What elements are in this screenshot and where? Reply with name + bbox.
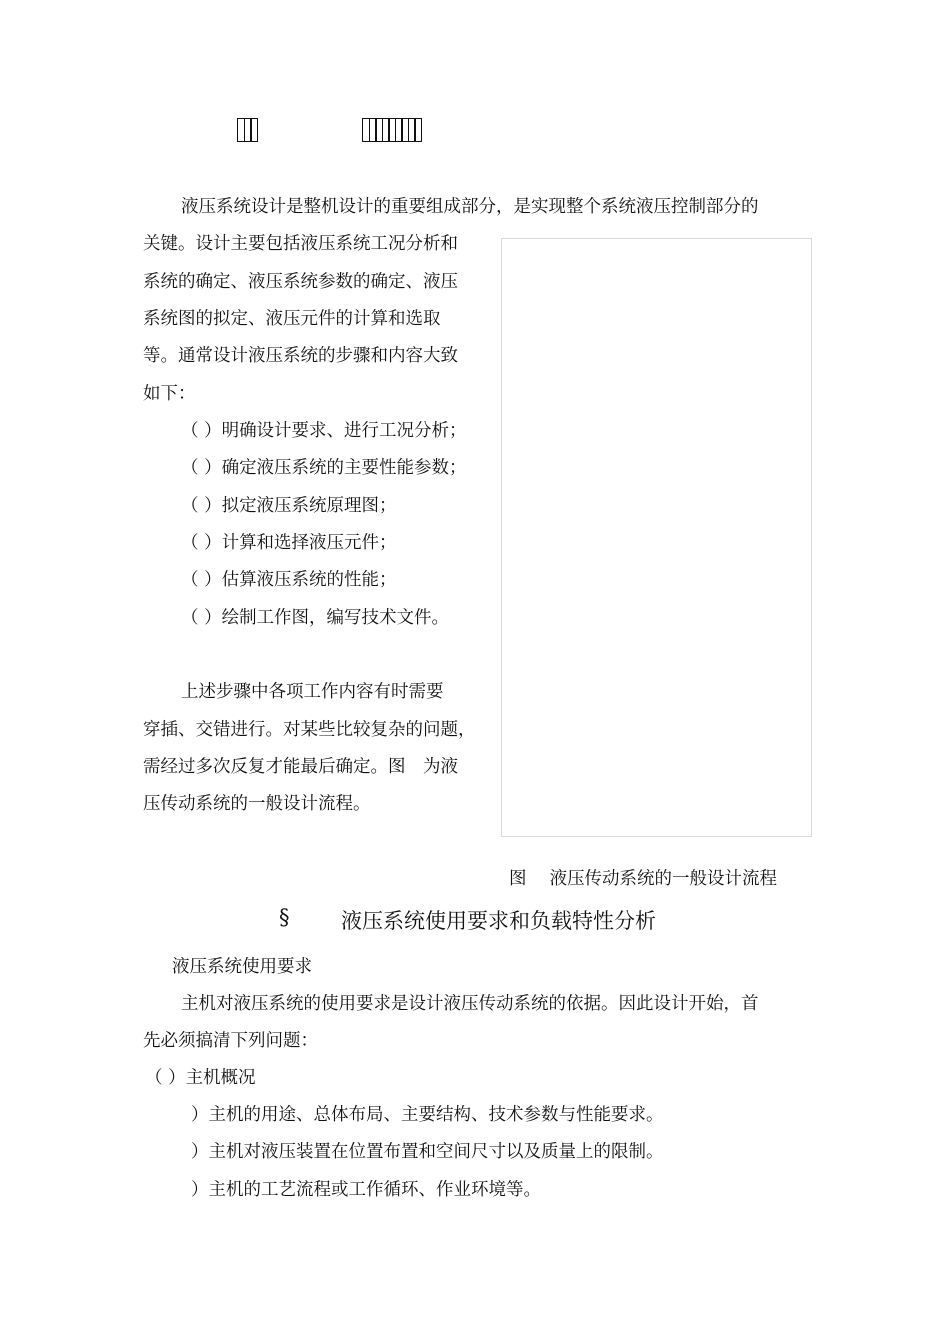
figure-caption: 图 液压传动系统的一般设计流程 (509, 869, 778, 889)
para2-line-1: 上述步骤中各项工作内容有时需要 (181, 682, 444, 702)
para2-line-2: 穿插、交错进行。对某些比较复杂的问题， (143, 720, 476, 740)
figure-frame (501, 238, 812, 837)
step-item: （ ）明确设计要求、进行工况分析； (181, 421, 467, 441)
step-item: （ ）确定液压系统的主要性能参数； (181, 458, 467, 478)
subitem: ）主机对液压装置在位置布置和空间尺寸以及质量上的限制。 (191, 1142, 664, 1162)
step-item: （ ）绘制工作图，编写技术文件。 (181, 608, 450, 628)
intro-line-1: 液压系统设计是整机设计的重要组成部分，是实现整个系统液压控制部分的 (181, 197, 759, 217)
step-item: （ ）拟定液压系统原理图； (181, 496, 397, 516)
chapter-title-boxes (362, 118, 421, 144)
subitem: ）主机的工艺流程或工作循环、作业环境等。 (191, 1180, 541, 1200)
intro-line-4: 系统图的拟定、液压元件的计算和选取 (143, 309, 441, 329)
step-item: （ ）估算液压系统的性能； (181, 570, 397, 590)
item-main: （ ）主机概况 (145, 1068, 256, 1088)
para2-line-3: 需经过多次反复才能最后确定。图 为液 (143, 757, 458, 777)
para2-line-4: 压传动系统的一般设计流程。 (143, 794, 371, 814)
chapter-number-boxes (237, 118, 257, 144)
intro-line-5: 等。通常设计液压系统的步骤和内容大致 (143, 346, 458, 366)
section-symbol: § (279, 905, 290, 929)
para3-line-1: 主机对液压系统的使用要求是设计液压传动系统的依据。因此设计开始，首 (181, 994, 759, 1014)
subitem: ）主机的用途、总体布局、主要结构、技术参数与性能要求。 (191, 1105, 664, 1125)
step-item: （ ）计算和选择液压元件； (181, 533, 397, 553)
intro-line-2: 关键。设计主要包括液压系统工况分析和 (143, 234, 458, 254)
intro-line-3: 系统的确定、液压系统参数的确定、液压 (143, 272, 458, 292)
section-title: 液压系统使用要求和负载特性分析 (341, 909, 656, 933)
intro-line-6: 如下： (143, 384, 196, 404)
para3-line-2: 先必须搞清下列问题： (143, 1031, 318, 1051)
subsection-title: 液压系统使用要求 (172, 957, 312, 977)
